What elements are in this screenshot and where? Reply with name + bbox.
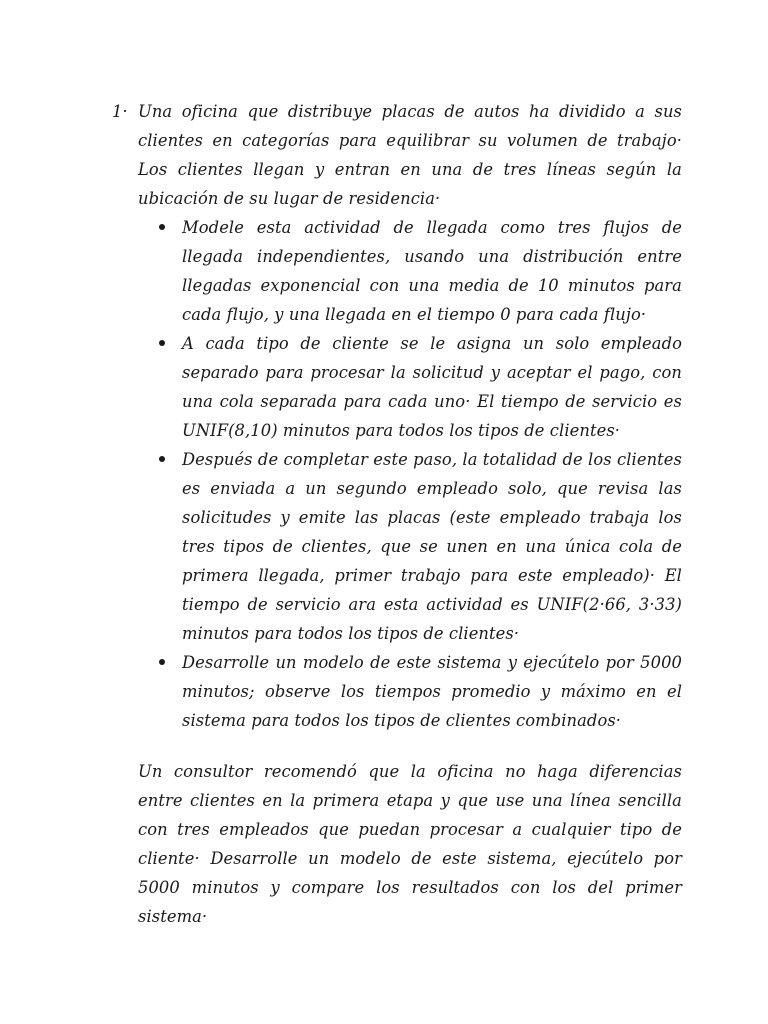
- problem-body: [138, 97, 682, 735]
- list-item: [182, 445, 682, 648]
- problem-number: 1·: [112, 102, 128, 121]
- bullet-icon: [159, 659, 165, 665]
- list-item-text: Después de completar este paso, la totalidad de los clientes es enviada a un segundo empleado solo, que revisa las solicitudes y emite las placas (este empleado trabaja los tres tipos de clientes, que se unen en una única cola de primera llegada, primer trabajo para este empleado)· El tiempo de servicio ara esta actividad es UNIF(2·66, 3·33) minutos para todos los tipos de clientes·: [182, 450, 682, 643]
- list-item: [182, 329, 682, 445]
- bullet-icon: [159, 456, 165, 462]
- bullet-icon: [159, 224, 165, 230]
- problem-item: [112, 97, 682, 735]
- list-item: [182, 648, 682, 735]
- closing-paragraph: Un consultor recomendó que la oficina no haga diferencias entre clientes en la primera etapa y que use una línea sencilla con tres empleados que puedan procesar a cualquier tipo de cliente· Desarrolle un modelo de este sistema, ejecútelo por 5000 minutos y compare los resultados con los del primer sistema·: [138, 762, 682, 926]
- list-item-text: Modele esta actividad de llegada como tres flujos de llegada independientes, usando una distribución entre llegadas exponencial con una media de 10 minutos para cada flujo, y una llegada en el tiempo 0 para cada flujo·: [182, 218, 682, 324]
- requirements-list: [138, 213, 682, 735]
- bullet-icon: [159, 340, 165, 346]
- problem-intro: Una oficina que distribuye placas de autos ha dividido a sus clientes en categorías para equilibrar su volumen de trabajo· Los clientes llegan y entran en una de tres líneas según la ubicación de su lugar de residencia·: [138, 102, 682, 208]
- list-item: [182, 213, 682, 329]
- list-item-text: A cada tipo de cliente se le asigna un solo empleado separado para procesar la solicitud y aceptar el pago, con una cola separada para cada uno· El tiempo de servicio es UNIF(8,10) minutos para todos los tipos de clientes·: [182, 334, 682, 440]
- list-item-text: Desarrolle un modelo de este sistema y ejecútelo por 5000 minutos; observe los tiempos promedio y máximo en el sistema para todos los tipos de clientes combinados·: [182, 653, 682, 730]
